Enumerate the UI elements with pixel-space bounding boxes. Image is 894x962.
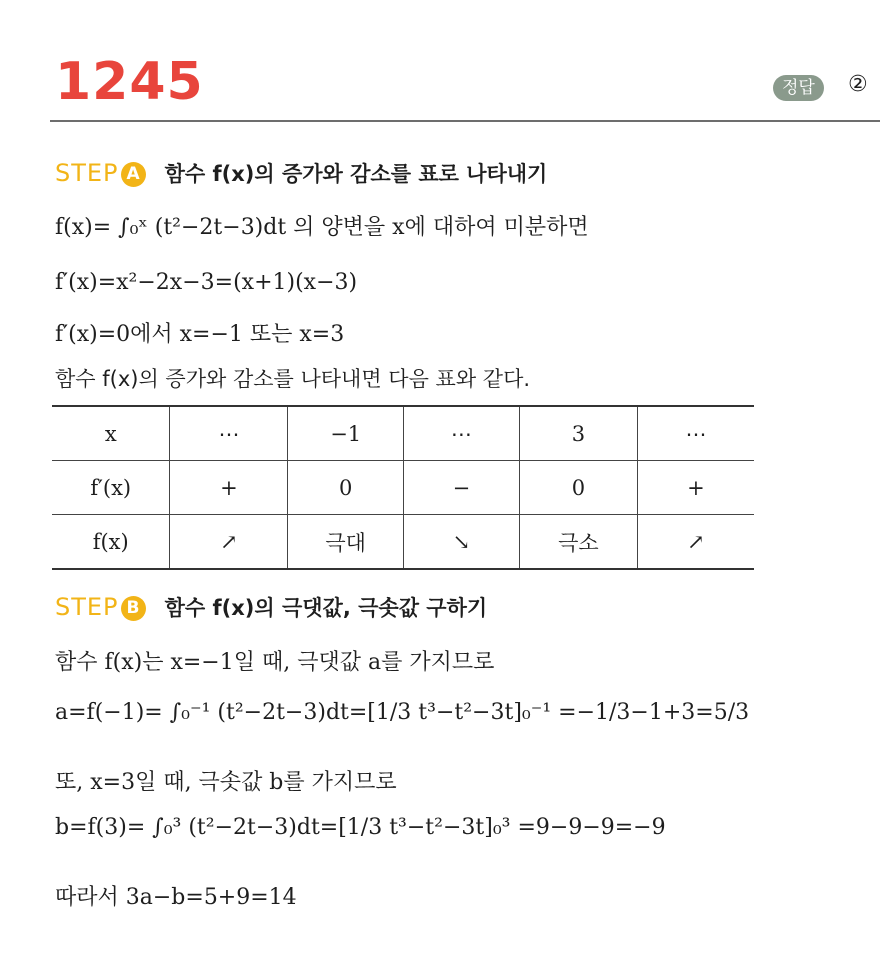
step-a-title: 함수 f(x)의 증가와 감소를 표로 나타내기 xyxy=(164,162,548,186)
table-cell: −1 xyxy=(288,406,403,461)
answer-value: ② xyxy=(848,72,868,97)
step-b-letter: B xyxy=(121,596,146,621)
step-b-title: 함수 f(x)의 극댓값, 극솟값 구하기 xyxy=(164,596,488,620)
table-cell: 3 xyxy=(519,406,637,461)
step-b-heading xyxy=(55,592,487,622)
table-cell: + xyxy=(637,461,754,515)
table-cell: f(x) xyxy=(52,515,170,570)
step-b-line-5: 따라서 3a−b=5+9=14 xyxy=(55,885,297,910)
step-a-line-3: f′(x)=0에서 x=−1 또는 x=3 xyxy=(55,322,345,347)
arrow-down-icon: ↘ xyxy=(403,515,519,570)
table-cell: 극대 xyxy=(288,515,403,570)
table-cell: 0 xyxy=(519,461,637,515)
header-divider xyxy=(50,120,880,122)
table-cell: ⋯ xyxy=(170,406,288,461)
table-row xyxy=(52,406,754,461)
table-cell: + xyxy=(170,461,288,515)
step-a-line-2: f′(x)=x²−2x−3=(x+1)(x−3) xyxy=(55,270,358,295)
table-cell: f′(x) xyxy=(52,461,170,515)
table-row xyxy=(52,461,754,515)
table-cell: ⋯ xyxy=(403,406,519,461)
step-b-line-3: 또, x=3일 때, 극솟값 b를 가지므로 xyxy=(55,770,397,795)
step-b-line-2: a=f(−1)= ∫₀⁻¹ (t²−2t−3)dt=[1/3 t³−t²−3t]₀⁻¹ =−1/3−1+3=5/3 xyxy=(55,700,750,725)
step-a-letter: A xyxy=(121,162,146,187)
table-cell: 0 xyxy=(288,461,403,515)
table-cell: − xyxy=(403,461,519,515)
step-a-heading xyxy=(55,158,547,188)
step-a-line-1: f(x)= ∫₀ˣ (t²−2t−3)dt 의 양변을 x에 대하여 미분하면 xyxy=(55,215,589,240)
step-a-line-4: 함수 f(x)의 증가와 감소를 나타내면 다음 표와 같다. xyxy=(55,367,531,391)
problem-number: 1245 xyxy=(55,52,204,112)
arrow-up-icon: ↗ xyxy=(170,515,288,570)
table-cell: x xyxy=(52,406,170,461)
step-b-line-4: b=f(3)= ∫₀³ (t²−2t−3)dt=[1/3 t³−t²−3t]₀³ =9−9−9=−9 xyxy=(55,815,666,840)
step-b-line-1: 함수 f(x)는 x=−1일 때, 극댓값 a를 가지므로 xyxy=(55,650,495,675)
step-b-label: STEP xyxy=(55,593,119,621)
answer-badge: 정답 xyxy=(773,75,824,101)
table-cell: 극소 xyxy=(519,515,637,570)
table-row xyxy=(52,515,754,570)
arrow-up-icon: ↗ xyxy=(637,515,754,570)
step-a-label: STEP xyxy=(55,159,119,187)
sign-table xyxy=(52,405,754,570)
table-cell: ⋯ xyxy=(637,406,754,461)
